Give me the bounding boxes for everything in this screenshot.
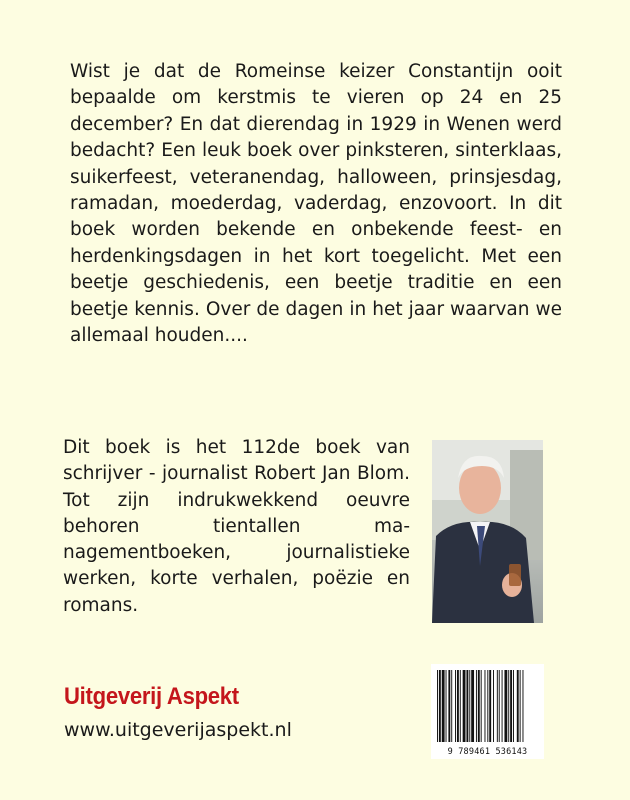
barcode-bar [508, 670, 509, 742]
barcode-bar [497, 670, 498, 742]
barcode-bar [455, 670, 456, 742]
author-bio: Dit boek is het 112de boek van schrijver - journalist Robert Jan Blom. Tot zijn indrukwekkend oeuvre behoren tientallen managementboeken, journalistieke werken, korte verhalen, poëzie en romans. [63, 437, 410, 616]
barcode-bar [489, 670, 491, 742]
barcode-bar [478, 670, 480, 742]
barcode-bar [487, 670, 488, 742]
barcode-bar [448, 670, 450, 742]
isbn-number: 9 789461 536143 [447, 747, 528, 757]
barcode-bar [439, 670, 441, 742]
barcode-bar [513, 670, 514, 742]
barcode-bar [460, 670, 461, 742]
barcode-bars [431, 664, 544, 748]
barcode-bar [437, 670, 438, 742]
barcode-bar [457, 670, 459, 742]
barcode-bar [493, 670, 494, 742]
barcode-bar [523, 670, 524, 742]
barcode-bar [520, 670, 521, 742]
barcode-bar [442, 670, 445, 742]
barcode-bar [466, 670, 468, 742]
barcode-bar [499, 670, 500, 742]
barcode-bar [485, 670, 486, 742]
barcode-bar [463, 670, 466, 742]
back-cover-blurb: Wist je dat de Romeinse keizer Constantijn ooit bepaalde om kerstmis te vieren op 24 en 25 december? En dat dierendag in 1929 in Wenen werd bedacht? Een leuk boek over pinksteren, sinterklaas, suikerfeest, veteranendag, halloween, prinsjesdag, ramadan, moederdag, vaderdag, enzovoort. In dit boek worden bekende en onbekende feest- en herdenkingsdagen in het kort toegelicht. Met een beetje geschiedenis, een beetje traditie en een beetje kennis. Over de dagen in het jaar waarvan we allemaal houden.... [70, 61, 562, 347]
isbn-barcode [431, 664, 544, 759]
publisher-website[interactable]: www.uitgeverijaspekt.nl [64, 719, 292, 741]
barcode-bar [481, 670, 482, 742]
barcode-bar [471, 670, 474, 742]
barcode-bar [517, 670, 519, 742]
author-photo [432, 440, 543, 623]
barcode-bar [476, 670, 477, 742]
barcode-bar [469, 670, 470, 742]
barcode-bar [446, 670, 447, 742]
barcode-bar [451, 670, 452, 742]
barcode-bar [502, 670, 503, 742]
publisher-logo: Uitgeverij Aspekt [64, 683, 239, 710]
barcode-bar [510, 670, 512, 742]
barcode-bar [504, 670, 507, 742]
